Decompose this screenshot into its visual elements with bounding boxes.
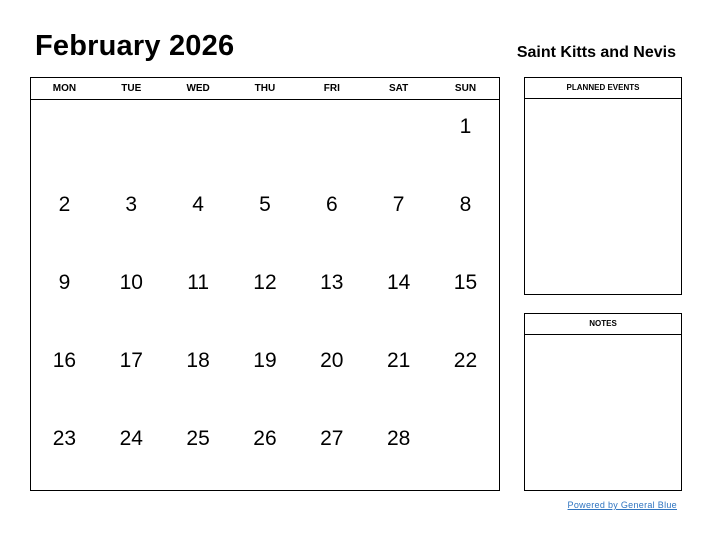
calendar-day-cell: 12 — [253, 271, 277, 294]
calendar-day-cell: 19 — [253, 349, 277, 372]
weekday-fri: FRI — [323, 83, 340, 94]
planned-events-header: PLANNED EVENTS — [525, 78, 681, 99]
calendar-day-cell: 18 — [186, 349, 210, 372]
calendar-day-cell: 17 — [119, 349, 143, 372]
calendar-day-cell: 9 — [58, 271, 71, 294]
calendar-day-cell: 3 — [125, 193, 138, 216]
calendar-day-cell — [432, 412, 499, 490]
calendar-day-cell: 7 — [392, 193, 405, 216]
calendar-day-cell: 11 — [187, 271, 210, 294]
calendar-day-cell: 28 — [386, 427, 411, 450]
notes-panel — [524, 313, 682, 491]
page-title: February 2026 — [35, 30, 235, 62]
country-name: Saint Kitts and Nevis — [516, 44, 676, 61]
calendar-day-cell — [298, 100, 365, 178]
calendar-day-cell: 8 — [459, 193, 472, 216]
weekday-tue: TUE — [121, 83, 142, 94]
weekday-thu: THU — [254, 83, 276, 94]
calendar-grid — [30, 77, 500, 491]
calendar-day-cell: 14 — [386, 271, 411, 294]
calendar-day-cell — [365, 100, 432, 178]
calendar-day-cell — [232, 100, 299, 178]
calendar-day-cell — [98, 100, 165, 178]
notes-header: NOTES — [525, 314, 681, 335]
calendar-day-cell — [165, 100, 232, 178]
calendar-day-cell: 10 — [119, 271, 143, 294]
calendar-day-cell: 16 — [52, 349, 77, 372]
calendar-day-cell: 27 — [320, 427, 344, 450]
calendar-day-cell: 15 — [453, 271, 478, 294]
calendar-day-cell: 20 — [320, 349, 344, 372]
calendar-day-cell: 6 — [325, 193, 338, 216]
weekday-wed: WED — [186, 83, 210, 94]
calendar-day-cell: 25 — [186, 427, 210, 450]
calendar-week-row — [31, 100, 499, 178]
calendar-day-cell: 13 — [320, 271, 344, 294]
weekday-header-row — [31, 78, 499, 100]
weekday-sun: SUN — [454, 83, 477, 94]
calendar-day-cell: 2 — [58, 193, 71, 216]
calendar-day-cell: 21 — [386, 349, 411, 372]
calendar-week-row — [31, 412, 499, 490]
calendar-week-row — [31, 256, 499, 334]
calendar-day-cell: 23 — [52, 427, 77, 450]
weekday-sat: SAT — [389, 83, 409, 94]
calendar-week-row — [31, 334, 499, 412]
calendar-week-row — [31, 178, 499, 256]
calendar-day-cell: 26 — [253, 427, 277, 450]
calendar-weeks — [31, 100, 499, 490]
calendar-day-cell — [31, 100, 98, 178]
calendar-day-cell: 22 — [453, 349, 478, 372]
calendar-day-cell: 5 — [259, 193, 271, 216]
calendar-day-cell: 4 — [192, 193, 204, 216]
calendar-day-cell: 1 — [459, 115, 472, 138]
planned-events-panel — [524, 77, 682, 295]
weekday-mon: MON — [52, 83, 77, 94]
powered-by-link[interactable]: Powered by General Blue — [567, 500, 677, 510]
calendar-day-cell: 24 — [119, 427, 143, 450]
